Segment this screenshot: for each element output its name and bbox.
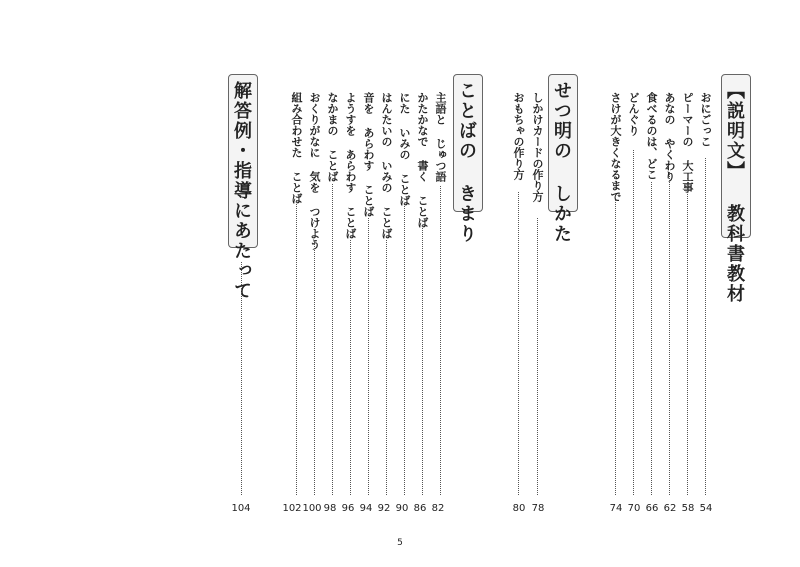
- leader-dots: [537, 218, 538, 495]
- toc-item-page: 98: [323, 503, 337, 514]
- toc-item-page: 104: [231, 503, 251, 514]
- toc-item-page: 54: [699, 503, 713, 514]
- toc-item-page: 92: [377, 503, 391, 514]
- section-heading-label: 【説明文】 教科書教材: [724, 81, 745, 304]
- page-number: 5: [397, 538, 403, 548]
- leader-dots: [314, 240, 315, 495]
- toc-item-title: 組み合わせた ことば: [290, 92, 303, 204]
- toc-item-title: どんぐり: [627, 92, 640, 136]
- toc-item-page: 58: [681, 503, 695, 514]
- leader-dots: [404, 206, 405, 495]
- toc-item-title: しかけカードの作り方: [531, 92, 544, 202]
- section-heading-label: 解答例・指導にあたって: [231, 81, 252, 301]
- toc-item-page: 96: [341, 503, 355, 514]
- toc-item-page: 90: [395, 503, 409, 514]
- leader-dots: [633, 150, 634, 495]
- leader-dots: [296, 200, 297, 495]
- leader-dots: [350, 240, 351, 495]
- leader-dots: [615, 200, 616, 495]
- leader-dots: [669, 172, 670, 495]
- leader-dots: [422, 226, 423, 495]
- toc-item-title: 音を あらわす ことば: [362, 92, 375, 217]
- toc-item-title: にた いみの ことば: [398, 92, 411, 206]
- toc-item-title: はんたいの いみの ことば: [380, 92, 393, 239]
- toc-item-title: あなの やくわり: [663, 92, 676, 182]
- toc-item-title: かたかなで 書く ことば: [416, 92, 429, 228]
- toc-item-title: 食べるのは、どこ: [645, 92, 658, 180]
- leader-dots: [687, 178, 688, 495]
- toc-item-title: なかまの ことば: [326, 92, 339, 182]
- section-heading-label: ことばの きまり: [456, 81, 477, 244]
- leader-dots: [332, 184, 333, 495]
- toc-item-page: 82: [431, 503, 445, 514]
- toc-item-title: おもちゃの作り方: [512, 92, 525, 180]
- leader-dots: [368, 218, 369, 495]
- section-heading-grammar: [453, 74, 483, 244]
- leader-dots: [651, 182, 652, 495]
- toc-item-page: 78: [531, 503, 545, 514]
- toc-item-page: 66: [645, 503, 659, 514]
- toc-item-title: ようすを あらわす ことば: [344, 92, 357, 239]
- section-heading-explanation: [548, 74, 578, 244]
- section-heading-answers: [228, 74, 258, 301]
- leader-dots: [241, 262, 242, 495]
- toc-item-page: 74: [609, 503, 623, 514]
- toc-item-page: 62: [663, 503, 677, 514]
- toc-item-title: おくりがなに 気を つけよう: [308, 92, 321, 250]
- leader-dots: [440, 186, 441, 495]
- toc-item-page: 86: [413, 503, 427, 514]
- leader-dots: [386, 240, 387, 495]
- toc-item-title: さけが大きくなるまで: [609, 92, 622, 202]
- toc-item-title: ピーマーの 大工事: [681, 92, 694, 193]
- toc-item-page: 94: [359, 503, 373, 514]
- leader-dots: [518, 192, 519, 495]
- toc-item-title: おにごっこ: [699, 92, 712, 147]
- section-heading-label: せつ明の しかた: [551, 81, 572, 244]
- leader-dots: [705, 158, 706, 495]
- toc-item-title: 主語と じゅつ語: [434, 92, 447, 182]
- toc-item-page: 102: [282, 503, 302, 514]
- section-heading-textbook: [721, 74, 751, 304]
- toc-item-page: 70: [627, 503, 641, 514]
- toc-item-page: 100: [302, 503, 322, 514]
- toc-item-page: 80: [512, 503, 526, 514]
